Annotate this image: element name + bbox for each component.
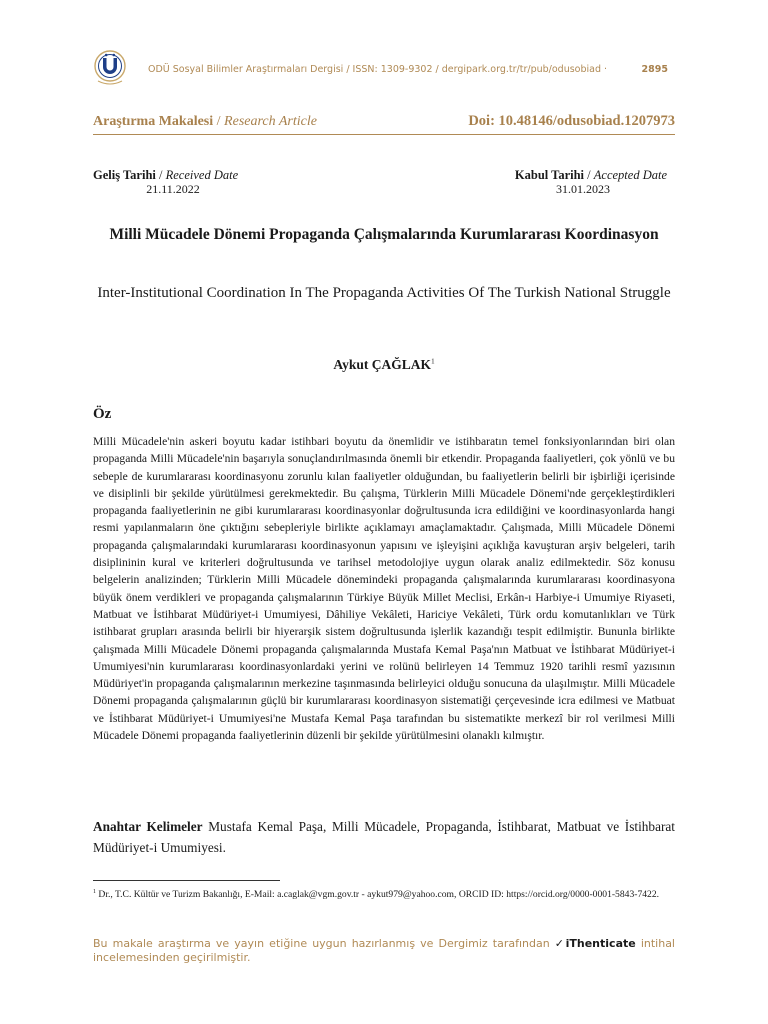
abstract-body: [93, 433, 675, 744]
footnote: [93, 886, 675, 902]
journal-header: [148, 64, 668, 75]
ithenticate-after: intihal incelemesinden geçirilmiştir.: [93, 937, 675, 964]
footnote-text: Dr., T.C. Kültür ve Turizm Bakanlığı, E-Mail: a.caglak@vgm.gov.tr - aykut979@yahoo.com, ORCID ID: https://orcid.org/0000-0001-5843-7422.: [96, 889, 660, 901]
footnote-divider: [93, 880, 280, 881]
received-date: Geliş Tarihi / Received Date 21.11.2022: [93, 168, 253, 197]
article-type: [93, 114, 317, 130]
author-name: Aykut ÇAĞLAK: [333, 357, 432, 372]
ithenticate-notice: [93, 937, 675, 965]
received-label-tr: Geliş Tarihi: [93, 168, 156, 182]
article-type-en: Research Article: [224, 114, 317, 129]
university-seal-icon: [93, 48, 127, 88]
accepted-value: 31.01.2023: [556, 182, 610, 196]
keywords-text: Mustafa Kemal Paşa, Milli Mücadele, Propaganda, İstihbarat, Matbuat ve İstihbarat Müdüriyet-i Umumiyesi.: [93, 819, 675, 855]
author: [93, 357, 675, 373]
author-footnote-mark: 1: [431, 357, 435, 366]
doi-link[interactable]: Doi: 10.48146/odusobiad.1207973: [468, 113, 675, 129]
title-english: Inter-Institutional Coordination In The Propaganda Activities Of The Turkish National Struggle: [97, 285, 671, 301]
received-value: 21.11.2022: [146, 182, 200, 196]
keywords: [93, 816, 675, 858]
ithenticate-before: Bu makale araştırma ve yayın etiğine uygun hazırlanmış ve Dergimiz tarafından: [93, 937, 555, 950]
page-number: 2895: [641, 64, 668, 75]
accepted-label-tr: Kabul Tarihi: [514, 168, 585, 182]
keywords-label: Anahtar Kelimeler: [93, 819, 203, 834]
journal-info: ODÜ Sosyal Bilimler Araştırmaları Dergisi / ISSN: 1309-9302 / dergipark.org.tr/tr/pub/odusobiad ·: [148, 64, 608, 75]
received-label-en: Received Date: [165, 168, 239, 182]
title-turkish: Milli Mücadele Dönemi Propaganda Çalışmalarında Kurumlararası Koordinasyon: [109, 226, 659, 243]
abstract-text: Milli Mücadele'nin askeri boyutu kadar istihbari boyutu da önemlidir ve istihbaratın temel fonksiyonlarından biri olan propaganda Milli Mücadele'nin başarıyla sonuçlandırılmasında önemli bir etkendir. Propaganda faaliyetleri, çok yönlü ve bu sebeple de kurumlararası koordinasyonu zorunlu kılan faaliyetler olduğundan, bu faaliyetlerin belirli bir işbirliği içerisinde ve disiplinli bir şekilde yürütülmesi gerekmektedir. Bu çalışma, Türklerin Milli Mücadele Dönemi'nde gerçekleştirdikleri propaganda faaliyetlerinin ne gibi kurumlararası koordinasyonlar doğrultusunda icra edildiğini ve koordinasyonlarda hangi resmi yapılanmaların öne çıktığını sebepleriyle birlikte açıklamayı amaçlamaktadır. Çalışmada, Milli Mücadele Dönemi propaganda çalışmalarındaki kurumlararası koordinasyonun yapısını ve işleyişini açıklığa kavuşturan arşiv belgeleri, tarih disiplininin kural ve kriterleri doğrultusunda ve tarihsel metodolojiye uygun olarak analiz edilmektedir. Söz konusu belgelerin analizinden; Türklerin Milli Mücadele dönemindeki propaganda çalışmalarında kurumlararası koordinasyona büyük önem verdikleri ve propaganda çalışmalarının Türkiye Büyük Millet Meclisi, Erkân-ı Harbiye-i Umumiye Riyaseti, Matbuat ve İstihbarat Müdüriyet-i Umumiyesi, Dâhiliye Vekâleti, Hariciye Vekâleti, Türk ordu komutanlıkları ve Türk istihbarat grupları arasında belirli bir hiyerarşik sistem doğrultusunda işlerlik kazandığı tespit edilmiştir. Bununla birlikte çalışmada Milli Mücadele Dönemi propaganda çalışmalarında Mustafa Kemal Paşa'nın Matbuat ve İstihbarat Müdüriyet-i Umumiyesi'nin kurumlararası koordinasyonlardaki yerini ve rolünü belirleyen 14 Temmuz 1920 tarihli resmî yazısının Müdüriyet'in propaganda çalışmalarının merkezine taşınmasında belirleyici olduğu sonucuna da ulaşılmıştır. Milli Mücadele Dönemi propaganda çalışmalarının güçlü bir kurumlararası koordinasyon sistematiği çerçevesinde icra edilmesi ve Matbuat ve İstihbarat Müdüriyet-i Umumiyesi'ne Mustafa Kemal Paşa tarafından bu sistematikte merkezî bir rol verilmesi Milli Mücadele Dönemi propaganda faaliyetlerinin düzenli bir şekilde yürütülmesini olanaklı kılmıştır.: [93, 435, 675, 743]
accepted-date: Kabul Tarihi / Accepted Date 31.01.2023: [499, 168, 667, 197]
article-type-separator: /: [213, 114, 225, 129]
article-type-row: [93, 114, 675, 135]
ithenticate-logo: ✓iThenticate: [554, 937, 636, 950]
footnote-mark: 1: [93, 889, 96, 895]
article-type-tr: Araştırma Makalesi: [93, 114, 214, 129]
accepted-label-en: Accepted Date: [593, 168, 667, 182]
abstract-heading: Öz: [93, 406, 112, 422]
